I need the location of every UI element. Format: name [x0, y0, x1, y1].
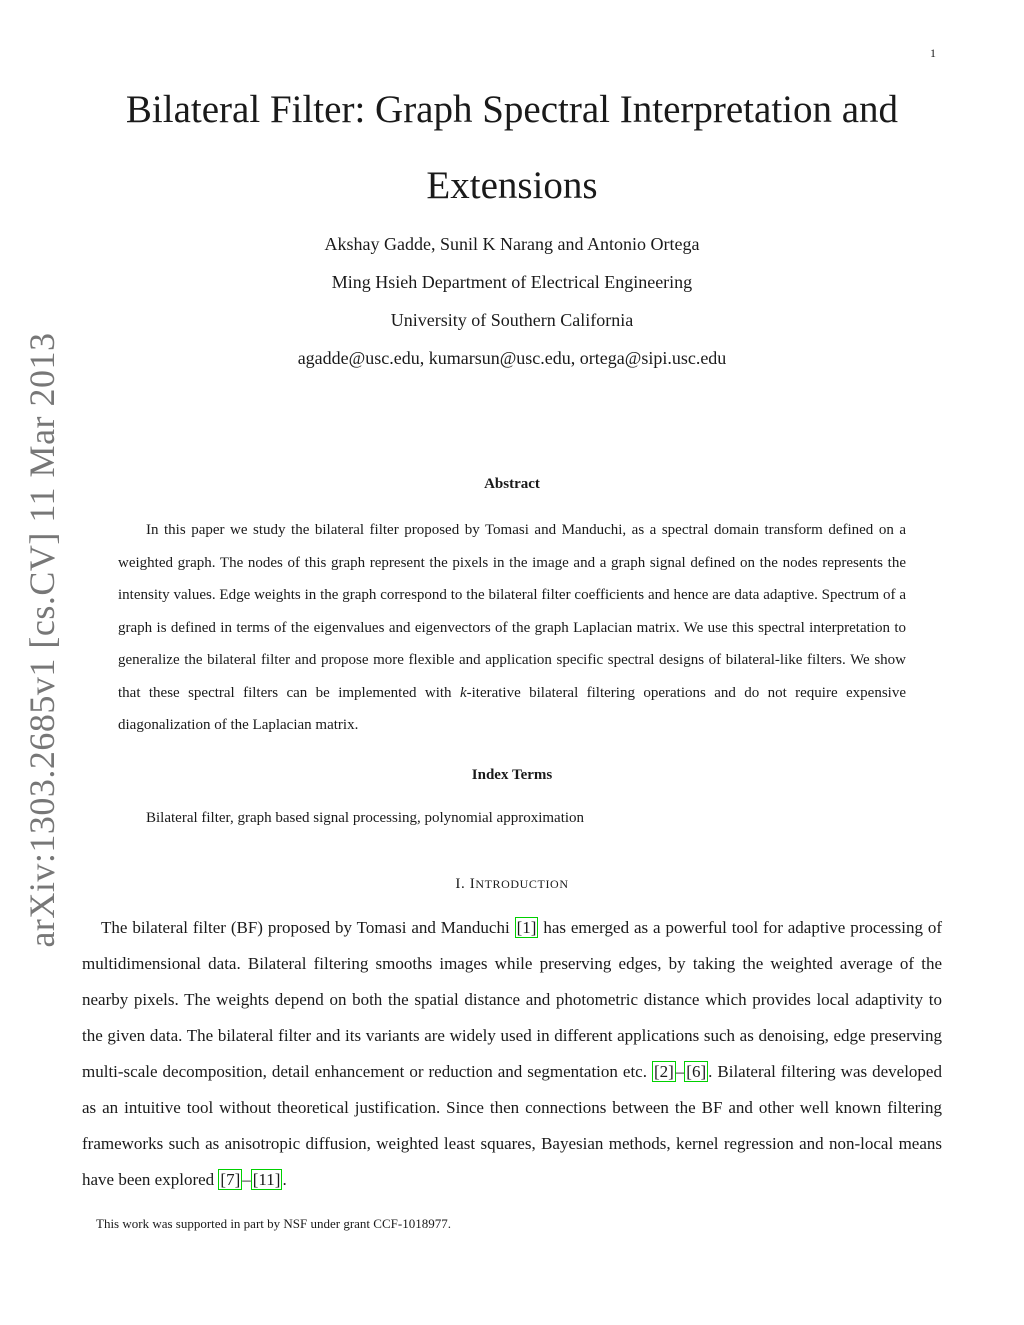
title-line-1: Bilateral Filter: Graph Spectral Interpretation and: [125, 88, 899, 131]
k-symbol: k: [459, 684, 467, 701]
university: University of Southern California: [390, 310, 634, 330]
intro-text-2: has emerged as a powerful tool for adaptive processing of multidimensional data. Bilateral filtering smooths images while preserving edges, by taking the weighted average of the nearby pixels. The weights depend on both the spatial distance and photometric distance which provides local adaptivity to the given data. The bilateral filter and its variants are widely used in different applications such as denoising, edge preserving multi-scale decomposition, detail enhancement or reduction and segmentation etc.: [82, 918, 942, 1081]
intro-text-3: . Bilateral filtering was developed as an intuitive tool without theoretical justification. Since then connections between the BF and other well known filtering frameworks such as anisotropic diffusion, weighted least squares, Bayesian methods, kernel regression and non-local means have been explored: [82, 1062, 942, 1189]
emails: agadde@usc.edu, kumarsun@usc.edu, ortega@sipi.usc.edu: [297, 348, 727, 368]
abstract-text: [118, 514, 906, 742]
introduction-heading: [80, 876, 944, 893]
citation-dash-2: –: [242, 1170, 251, 1189]
page-number: 1: [930, 46, 936, 60]
authors: Akshay Gadde, Sunil K Narang and Antonio Ortega: [324, 234, 700, 254]
intro-text-1: The bilateral filter (BF) proposed by Tomasi and Manduchi: [101, 918, 515, 937]
arxiv-identifier: arXiv:1303.2685v1 [cs.CV] 11 Mar 2013: [22, 332, 62, 948]
footnote: This work was supported in part by NSF under grant CCF-1018977.: [96, 1216, 451, 1231]
abstract-text-part-1: In this paper we study the bilateral filter proposed by Tomasi and Manduchi, as a spectral domain transform defined on a weighted graph. The nodes of this graph represent the pixels in the image and a graph signal defined on the nodes represents the intensity values. Edge weights in the graph correspond to the bilateral filter coefficients and hence are data adaptive. Spectrum of a graph is defined in terms of the eigenvalues and eigenvectors of the graph Laplacian matrix. We use this spectral interpretation to generalize the bilateral filter and propose more flexible and application specific spectral designs of bilateral-like filters. We show that these spectral filters can be implemented with: [118, 522, 906, 701]
citation-dash-1: –: [675, 1062, 685, 1081]
paper-title: [80, 72, 944, 224]
introduction-paragraph: [82, 910, 942, 1198]
citation-link-7[interactable]: [7]: [220, 1170, 241, 1189]
section-title-initial: I: [469, 876, 476, 892]
title-line-2: Extensions: [426, 164, 598, 207]
citation-link-6[interactable]: [6]: [686, 1062, 707, 1081]
section-title-rest: NTRODUCTION: [475, 877, 569, 891]
citation-link-11[interactable]: [11]: [252, 1170, 281, 1189]
index-terms-heading: Index Terms: [471, 767, 553, 783]
intro-text-4: .: [282, 1170, 287, 1189]
author-block: [80, 225, 944, 377]
abstract-text-part-2: -iterative bilateral filtering operations and do not require expensive diagonalization of the Laplacian matrix.: [118, 684, 906, 733]
citation-link-1[interactable]: [1]: [516, 918, 537, 937]
abstract-heading: Abstract: [484, 476, 540, 492]
department: Ming Hsieh Department of Electrical Engineering: [331, 272, 693, 292]
citation-link-2[interactable]: [2]: [653, 1062, 674, 1081]
section-numeral: I.: [455, 876, 466, 892]
index-terms-text: Bilateral filter, graph based signal processing, polynomial approximation: [146, 810, 585, 826]
